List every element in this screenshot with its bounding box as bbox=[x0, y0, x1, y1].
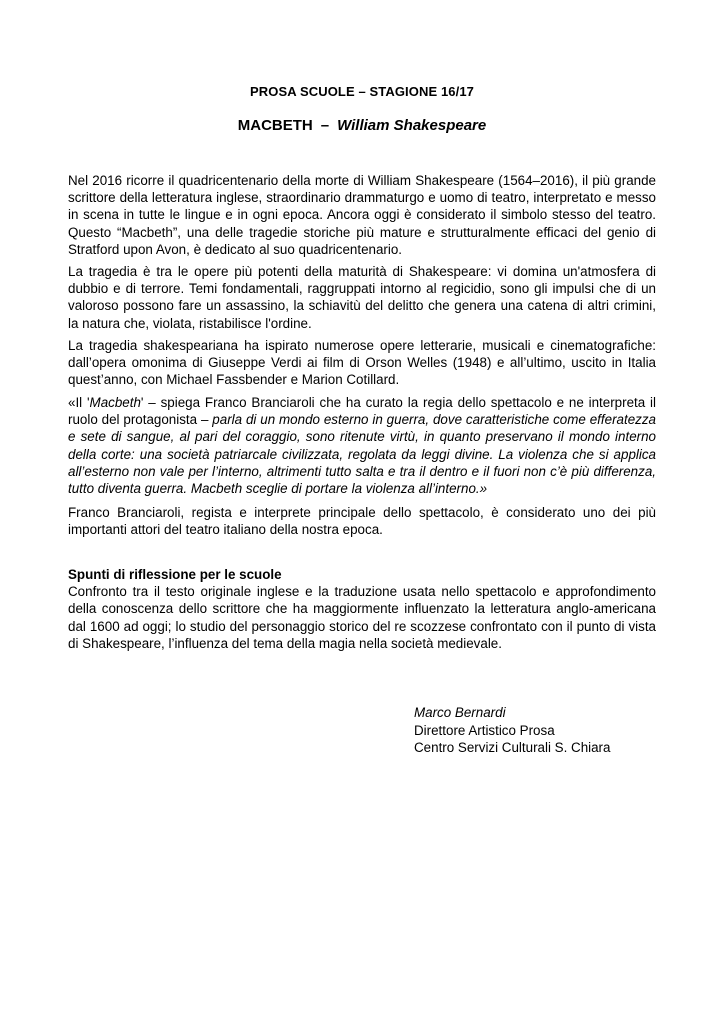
play-heading bbox=[0, 117, 724, 134]
quote-text: parla di un mondo esterno in guerra, dove caratteristiche come efferatezza e sete di sangue, al pari del coraggio, sono ritenute virtù, in quanto preservano il mondo interno della corte: una società patriarcale civilizzata, regolata da leggi divine. La violenza che si applica all’esterno non vale per l’interno, altrimenti tutto salta e tra il dentro e il fuori non c’è più differenza, tutto diventa guerra. Macbeth sceglie di portare la violenza all’interno.» bbox=[68, 412, 656, 497]
paragraph-intro: Nel 2016 ricorre il quadricentenario della morte di William Shakespeare (1564–2016), il più grande scrittore della letteratura inglese, straordinario drammaturgo e uomo di teatro, interpretato e messo in scena in tutte le lingue e in ogni epoca. Ancora oggi è considerato il simbolo stesso del teatro. Questo “Macbeth”, una delle tragedie storiche più mature e strutturalmente efficaci del genio di Stratford upon Avon, è dedicato al suo quadricentenario. bbox=[68, 173, 656, 257]
quote-open: «Il ' bbox=[68, 395, 90, 410]
season-heading: PROSA SCUOLE – STAGIONE 16/17 bbox=[250, 84, 474, 99]
quote-middle: ' – spiega Franco Branciaroli che ha curato la regia dello spettacolo e ne interpreta il ruolo del protagonista – bbox=[68, 395, 656, 428]
title-dash: – bbox=[320, 117, 330, 134]
play-title: MACBETH bbox=[237, 117, 313, 134]
schools-subheading: Spunti di riflessione per le scuole bbox=[68, 567, 282, 582]
paragraph-schools bbox=[68, 566, 656, 652]
signature-organization: Centro Servizi Culturali S. Chiara bbox=[414, 740, 611, 756]
signature-block bbox=[414, 704, 610, 757]
signature-name: Marco Bernardi bbox=[414, 705, 506, 720]
paragraph-tragedy: La tragedia è tra le opere più potenti della maturità di Shakespeare: vi domina un'atmosfera di dubbio e di terrore. Temi fondamentali, raggruppati intorno al regicidio, sono gli impulsi che di un valoroso possono fare un assassino, la schiavitù del delitto che genera una catena di altri crimini, la natura che, violata, ristabilisce l'ordine. bbox=[68, 264, 656, 331]
paragraph-adaptations: La tragedia shakespeariana ha ispirato numerose opere letterarie, musicali e cinematografiche: dall’opera omonima di Giuseppe Verdi ai film di Orson Welles (1948) e all’ultimo, uscito in Italia quest’anno, con Michael Fassbender e Marion Cotillard. bbox=[68, 338, 656, 388]
paragraph-actor: Franco Branciaroli, regista e interprete principale dello spettacolo, è considerato uno dei più importanti attori del teatro italiano della nostra epoca. bbox=[68, 505, 656, 538]
play-author: William Shakespeare bbox=[337, 117, 487, 134]
paragraph-director-quote bbox=[68, 394, 656, 497]
signature-role: Direttore Artistico Prosa bbox=[414, 722, 555, 738]
schools-text: Confronto tra il testo originale inglese e la traduzione usata nello spettacolo e approfondimento della conoscenza dello scrittore che ha maggiormente influenzato la letteratura anglo-americana dal 1600 ad oggi; lo studio del personaggio storico del re scozzese confrontato con il punto di vista di Shakespeare, l’influenza del tema della magia nella società medievale. bbox=[68, 584, 656, 651]
quote-title: Macbeth bbox=[89, 395, 141, 410]
